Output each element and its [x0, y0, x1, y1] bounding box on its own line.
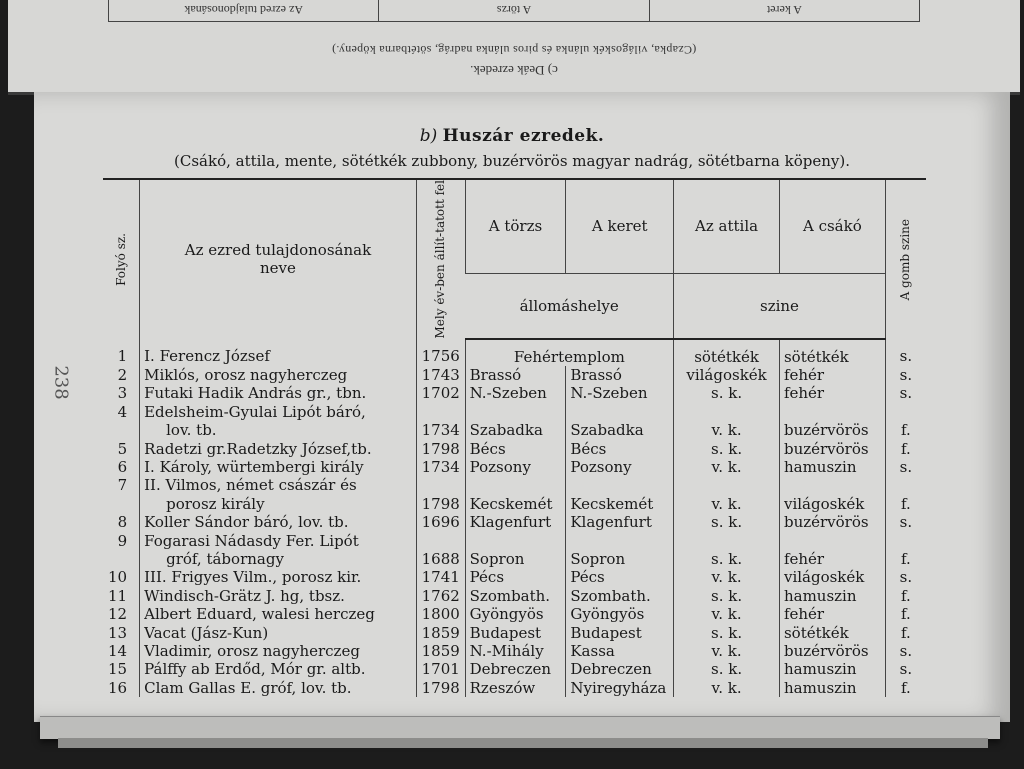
attila-color: v. k. — [674, 642, 780, 660]
owner-name-line: III. Frigyes Vilm., porosz kir. — [144, 568, 362, 587]
founding-year: 1798 — [416, 679, 465, 697]
csako-color: fehér — [779, 605, 885, 623]
csako-color: fehér — [779, 384, 885, 402]
row-number: 14 — [108, 642, 128, 660]
attila-color: s. k. — [674, 587, 780, 605]
founding-year: 1798 — [416, 440, 465, 458]
owner-name-line: Pálffy ab Erdőd, Mór gr. altb. — [144, 660, 366, 679]
prev-section-subtitle: (Czapka, világoskék ulánka és piros ulánka nadrág, sötétbarna köpeny.) — [331, 43, 697, 57]
owner-name — [140, 532, 417, 569]
table-row — [103, 660, 926, 678]
station-keret: N.-Szeben — [566, 384, 674, 402]
owner-name — [140, 339, 417, 366]
owner-name — [140, 440, 417, 458]
owner-name-line: porosz király — [166, 494, 265, 513]
station-keret: Kecskemét — [566, 476, 674, 513]
station-torzs: Brassó — [465, 366, 566, 384]
owner-name-line: II. Vilmos, német császár és — [144, 476, 357, 495]
row-number: 9 — [117, 531, 128, 550]
row-number: 8 — [117, 513, 128, 532]
row-number: 4 — [117, 402, 128, 421]
book-cover-edge — [58, 738, 988, 748]
row-number: 13 — [108, 623, 128, 642]
button-color: s. — [885, 513, 926, 531]
button-color: f. — [885, 679, 926, 697]
row-number: 6 — [117, 457, 128, 476]
attila-color: s. k. — [674, 384, 780, 402]
table-row — [103, 366, 926, 384]
csako-color: hamuszin — [779, 679, 885, 697]
section-subtitle: (Csákó, attila, mente, sötétkék zubbony, buzérvörös magyar nadrág, sötétbarna köpeny). — [174, 152, 850, 170]
button-color: f. — [885, 403, 926, 440]
row-number: 15 — [108, 660, 128, 679]
button-color: s. — [885, 458, 926, 476]
button-color: f. — [885, 440, 926, 458]
owner-name-line: Vladimir, orosz nagyherczeg — [144, 642, 360, 660]
header-keret: A keret — [566, 179, 674, 273]
csako-color: fehér — [779, 366, 885, 384]
attila-color: sötétkék — [674, 339, 780, 366]
table-row — [103, 384, 926, 402]
owner-name-line: Futaki Hadik András gr., tbn. — [144, 384, 367, 403]
header-attila: Az attila — [674, 179, 780, 273]
prev-header-cell: Az ezred tulajdonosának — [184, 3, 303, 17]
csako-color: buzérvörös — [779, 403, 885, 440]
owner-name — [140, 587, 417, 605]
attila-color: s. k. — [674, 532, 780, 569]
station-torzs: N.-Szeben — [465, 384, 566, 402]
station-torzs: Kecskemét — [465, 476, 566, 513]
owner-name-line: Edelsheim-Gyulai Lipót báró, — [144, 402, 366, 421]
button-color: s. — [885, 568, 926, 586]
csako-color: buzérvörös — [779, 440, 885, 458]
owner-name — [140, 513, 417, 531]
founding-year: 1798 — [416, 476, 465, 513]
station-keret: Nyiregyháza — [566, 679, 674, 697]
owner-name — [140, 660, 417, 678]
owner-name-line: gróf, tábornagy — [166, 549, 284, 568]
founding-year: 1743 — [416, 366, 465, 384]
attila-color: v. k. — [674, 679, 780, 697]
table-row — [103, 513, 926, 531]
section-letter: b) — [419, 126, 438, 146]
csako-color: buzérvörös — [779, 513, 885, 531]
table-row — [103, 624, 926, 642]
row-number: 1 — [117, 346, 128, 365]
header-folyo: Folyó sz. — [103, 179, 140, 339]
button-color: f. — [885, 587, 926, 605]
owner-name-line: I. Károly, würtembergi király — [144, 457, 364, 476]
station-torzs: Pécs — [465, 568, 566, 586]
table-row — [103, 605, 926, 623]
attila-color: s. k. — [674, 513, 780, 531]
station-torzs: Sopron — [465, 532, 566, 569]
founding-year: 1702 — [416, 384, 465, 402]
button-color: f. — [885, 624, 926, 642]
station-torzs: Pozsony — [465, 458, 566, 476]
founding-year: 1734 — [416, 458, 465, 476]
station-keret: Debreczen — [566, 660, 674, 678]
header-torzs: A törzs — [465, 179, 566, 273]
owner-name — [140, 384, 417, 402]
button-color: s. — [885, 339, 926, 366]
csako-color: sötétkék — [779, 624, 885, 642]
owner-name-line: Vacat (Jász-Kun) — [144, 623, 269, 642]
owner-name-line: Albert Eduard, walesi herczeg — [144, 605, 375, 624]
attila-color: s. k. — [674, 440, 780, 458]
attila-color: v. k. — [674, 458, 780, 476]
station-torzs: Rzeszów — [465, 679, 566, 697]
owner-name — [140, 476, 417, 513]
header-owner-sub: neve — [260, 259, 296, 278]
csako-color: hamuszin — [779, 458, 885, 476]
header-csako: A csákó — [779, 179, 885, 273]
attila-color: v. k. — [674, 476, 780, 513]
owner-name — [140, 679, 417, 697]
button-color: s. — [885, 642, 926, 660]
station-keret: Sopron — [566, 532, 674, 569]
owner-name-line: Radetzi gr.Radetzky József,tb. — [144, 439, 372, 458]
prev-section-title: c) Deák ezredek. — [470, 63, 558, 78]
row-number: 5 — [117, 439, 128, 458]
owner-name-line: lov. tb. — [166, 421, 217, 440]
upside-down-content — [8, 0, 1020, 92]
button-color: s. — [885, 384, 926, 402]
founding-year: 1688 — [416, 532, 465, 569]
attila-color: v. k. — [674, 403, 780, 440]
attila-color: s. k. — [674, 660, 780, 678]
row-number: 11 — [108, 586, 128, 605]
owner-name — [140, 642, 417, 660]
station-keret: Budapest — [566, 624, 674, 642]
attila-color: s. k. — [674, 624, 780, 642]
owner-name — [140, 568, 417, 586]
founding-year: 1756 — [416, 339, 465, 366]
station-keret: Klagenfurt — [566, 513, 674, 531]
regiment-table — [103, 178, 926, 697]
row-number: 10 — [108, 568, 128, 587]
founding-year: 1734 — [416, 403, 465, 440]
page-stack-edge — [40, 716, 1000, 739]
station-keret: Szabadka — [566, 403, 674, 440]
owner-name-line: Clam Gallas E. gróf, lov. tb. — [144, 678, 352, 697]
row-number: 3 — [117, 384, 128, 403]
attila-color: világoskék — [674, 366, 780, 384]
station-keret: Kassa — [566, 642, 674, 660]
station-keret: Pozsony — [566, 458, 674, 476]
owner-name — [140, 605, 417, 623]
station-torzs: Gyöngyös — [465, 605, 566, 623]
owner-name — [140, 403, 417, 440]
station-torzs: Budapest — [465, 624, 566, 642]
row-number: 2 — [117, 365, 128, 384]
station-torzs: Klagenfurt — [465, 513, 566, 531]
station-keret: Brassó — [566, 366, 674, 384]
table-row — [103, 568, 926, 586]
attila-color: v. k. — [674, 605, 780, 623]
owner-name — [140, 624, 417, 642]
table-row — [103, 403, 926, 440]
table-row — [103, 339, 926, 366]
owner-name-line: I. Ferencz József — [144, 346, 270, 365]
station-torzs: Szabadka — [465, 403, 566, 440]
founding-year: 1859 — [416, 642, 465, 660]
table-row — [103, 587, 926, 605]
founding-year: 1762 — [416, 587, 465, 605]
owner-name-line: Windisch-Grätz J. hg, tbsz. — [144, 586, 345, 605]
owner-name-line: Miklós, orosz nagyherczeg — [144, 365, 348, 384]
table-row — [103, 532, 926, 569]
header-owner-label: Az ezred tulajdonosának — [184, 241, 372, 260]
owner-name-line: Koller Sándor báró, lov. tb. — [144, 513, 349, 532]
row-number: 12 — [108, 605, 128, 624]
prev-header-cell: A törzs — [378, 0, 648, 21]
station-torzs: N.-Mihály — [465, 642, 566, 660]
button-color: f. — [885, 532, 926, 569]
csako-color: világoskék — [779, 476, 885, 513]
header-gomb: A gomb szine — [885, 179, 926, 339]
station-torzs: Debreczen — [465, 660, 566, 678]
founding-year: 1701 — [416, 660, 465, 678]
table-row — [103, 440, 926, 458]
station-keret: Bécs — [566, 440, 674, 458]
button-color: f. — [885, 605, 926, 623]
header-row-1 — [103, 179, 926, 273]
station-merged: Fehértemplom — [465, 339, 674, 366]
button-color: s. — [885, 366, 926, 384]
csako-color: buzérvörös — [779, 642, 885, 660]
station-keret: Szombath. — [566, 587, 674, 605]
founding-year: 1741 — [416, 568, 465, 586]
header-year: Mely év-ben állít-tatott fel — [416, 179, 465, 339]
row-number: 7 — [117, 476, 128, 495]
csako-color: sötétkék — [779, 339, 885, 366]
folded-previous-page — [8, 0, 1020, 95]
founding-year: 1800 — [416, 605, 465, 623]
button-color: f. — [885, 476, 926, 513]
csako-color: fehér — [779, 532, 885, 569]
attila-color: v. k. — [674, 568, 780, 586]
prev-table-header — [108, 0, 920, 22]
table-body — [103, 339, 926, 698]
owner-name-line: Fogarasi Nádasdy Fer. Lipót — [144, 531, 359, 550]
station-keret: Pécs — [566, 568, 674, 586]
section-title — [0, 126, 1024, 146]
table-row — [103, 679, 926, 697]
prev-header-cell: A keret — [649, 0, 919, 21]
header-owner — [140, 179, 417, 339]
csako-color: hamuszin — [779, 660, 885, 678]
page-number: 238 — [50, 365, 72, 400]
csako-color: világoskék — [779, 568, 885, 586]
table-row — [103, 476, 926, 513]
owner-name — [140, 366, 417, 384]
table-row — [103, 458, 926, 476]
csako-color: hamuszin — [779, 587, 885, 605]
station-keret: Gyöngyös — [566, 605, 674, 623]
founding-year: 1859 — [416, 624, 465, 642]
button-color: s. — [885, 660, 926, 678]
station-torzs: Bécs — [465, 440, 566, 458]
owner-name — [140, 458, 417, 476]
station-torzs: Szombath. — [465, 587, 566, 605]
row-number: 16 — [108, 678, 128, 697]
founding-year: 1696 — [416, 513, 465, 531]
section-heading: Huszár ezredek. — [442, 126, 605, 146]
header-szine: szine — [674, 273, 886, 338]
table-row — [103, 642, 926, 660]
header-allomashelye: állomáshelye — [465, 273, 674, 338]
